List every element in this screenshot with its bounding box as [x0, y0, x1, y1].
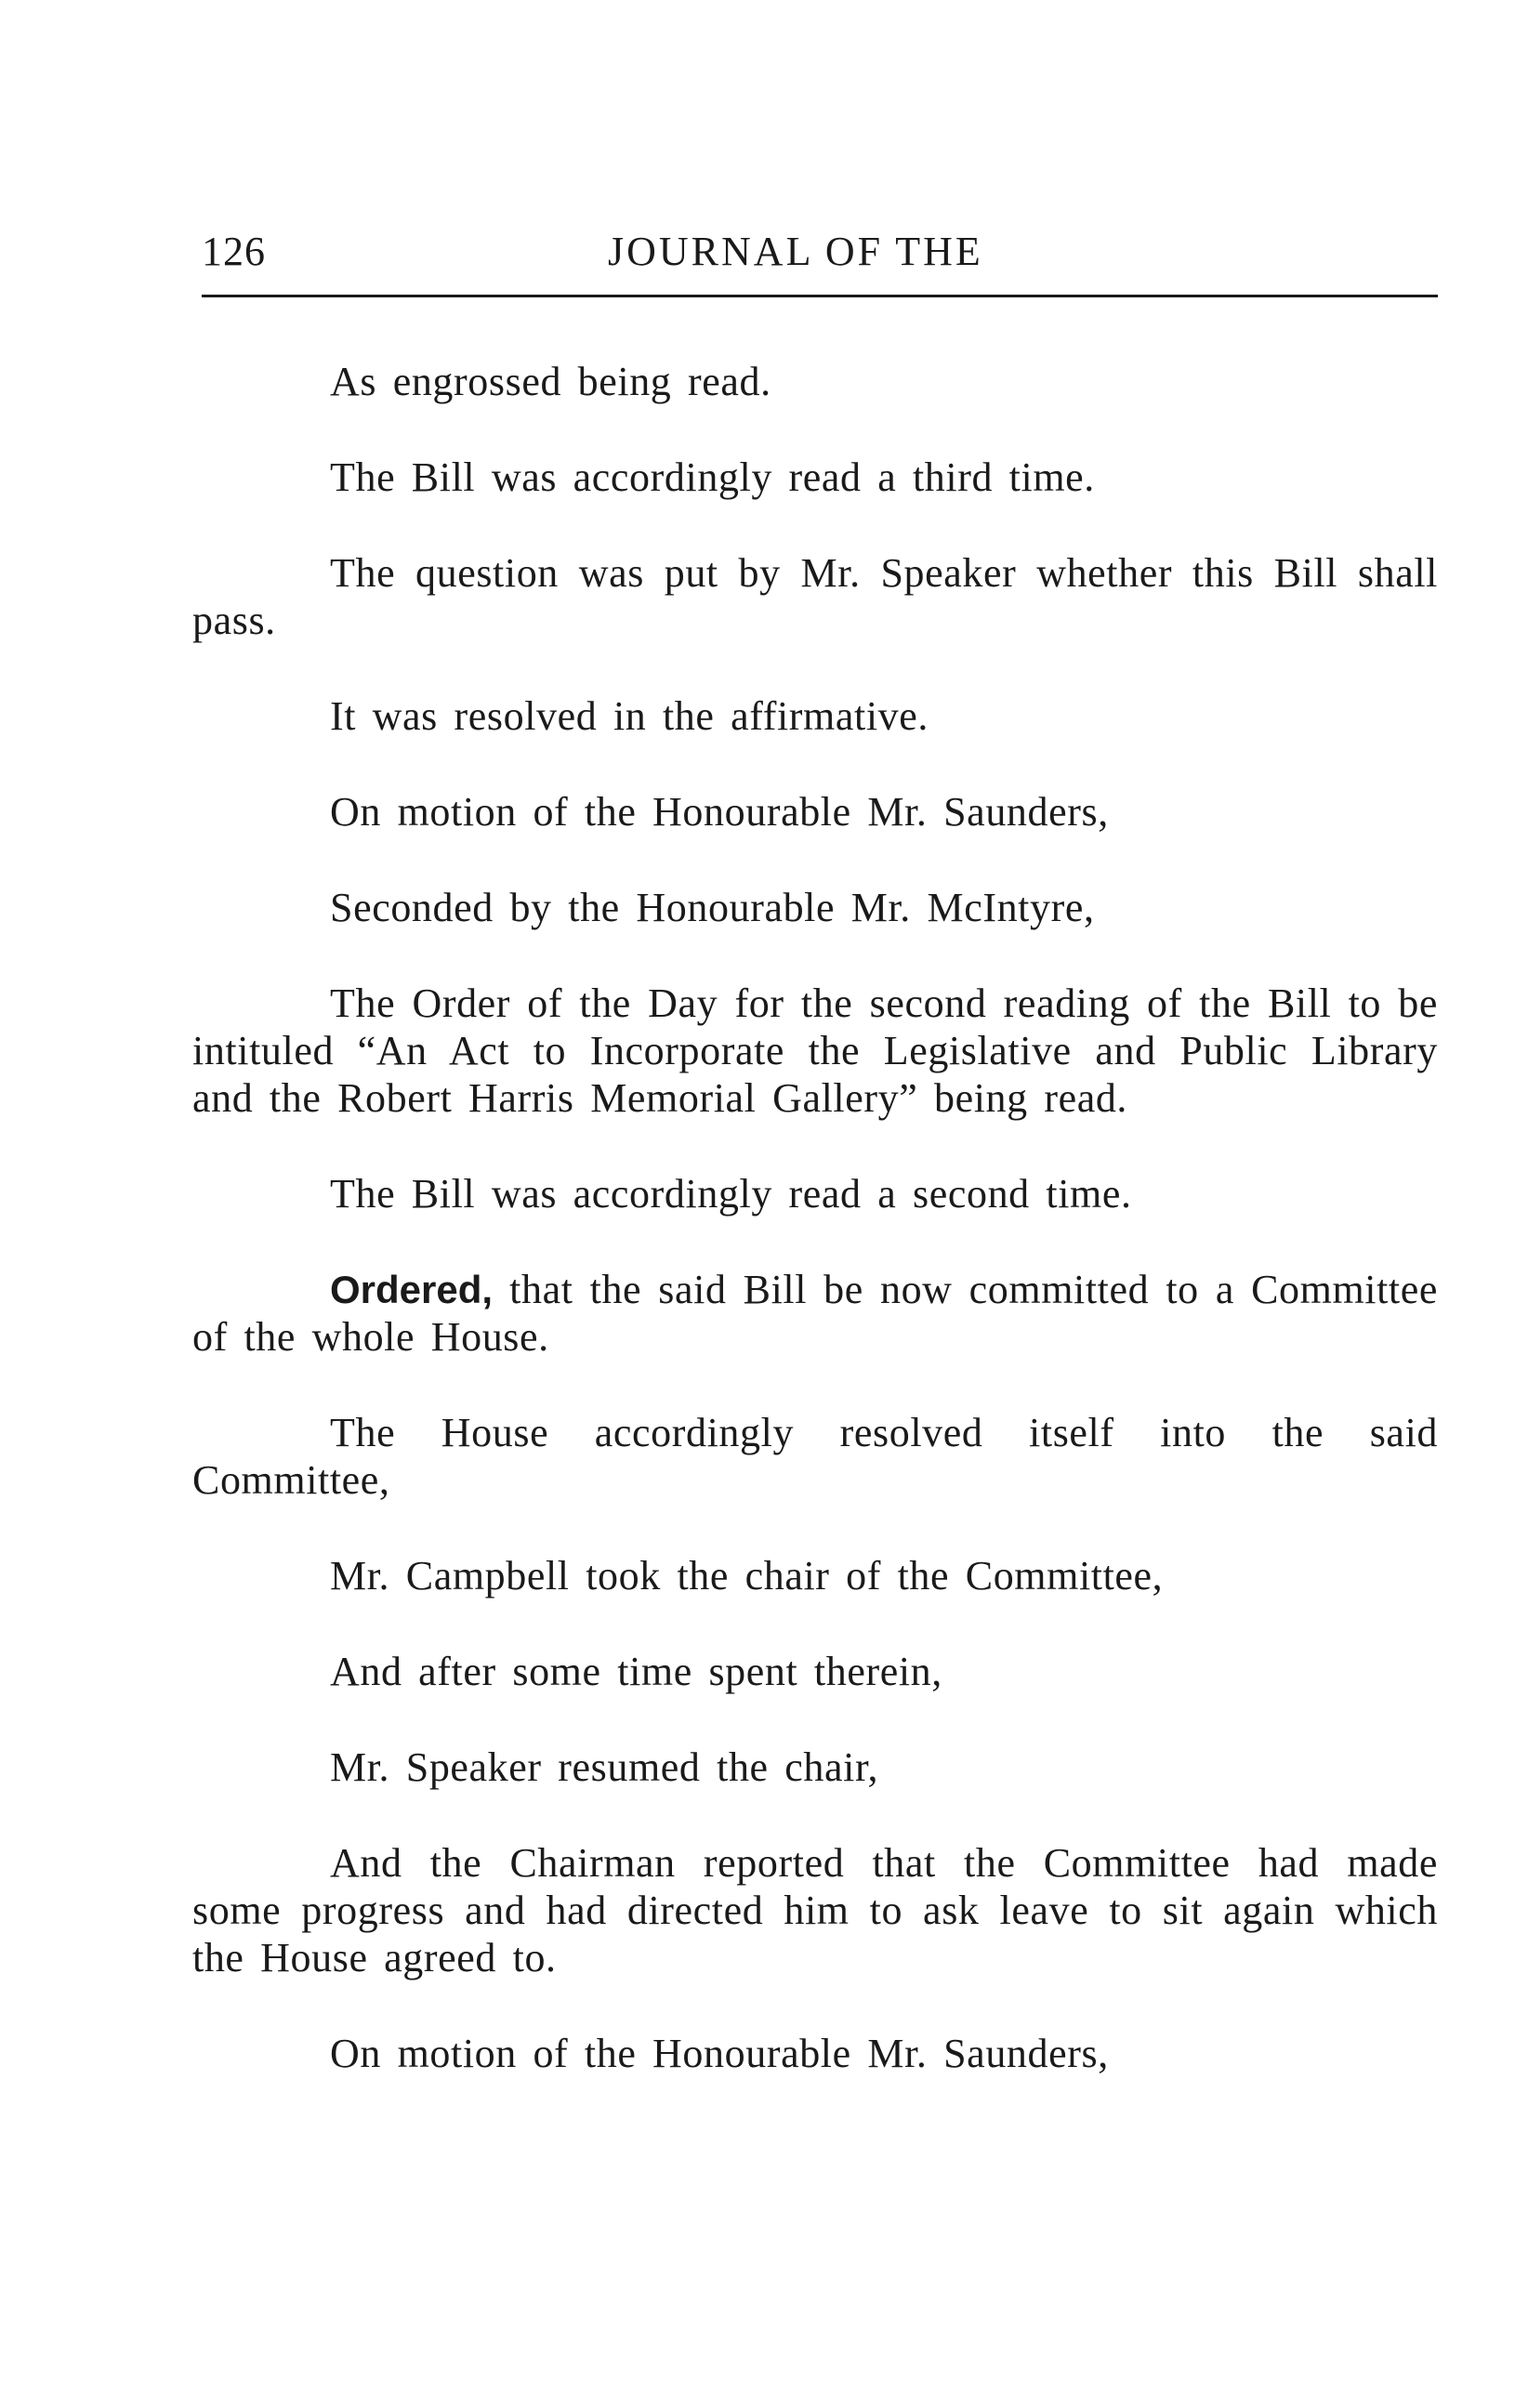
paragraph-chairman-reported: And the Chairman reported that the Committee had made some progress and had directed him to ask leave to sit again which the House agreed to.	[192, 1840, 1438, 1980]
paragraph-campbell-chair: Mr. Campbell took the chair of the Committee,	[330, 1553, 1164, 1599]
header-rule	[202, 295, 1438, 297]
paragraph-motion-saunders-2: On motion of the Honourable Mr. Saunders,	[330, 2031, 1109, 2076]
page-header	[202, 228, 1438, 293]
running-head: JOURNAL OF THE	[608, 229, 983, 274]
paragraph-time-spent: And after some time spent therein,	[330, 1649, 942, 1694]
ordered-text: that the said Bill be now committed to a Committee of the whole House.	[192, 1267, 1438, 1360]
page-number: 126	[202, 229, 266, 274]
paragraph-order-of-the-day: The Order of the Day for the second reading of the Bill to be intituled “An Act to Incorporate the Legislative and Public Library and the Robert Harris Memorial Gallery” being read.	[192, 980, 1438, 1121]
paragraph-house-resolved: The House accordingly resolved itself into the said Committee,	[192, 1410, 1438, 1503]
paragraph-engrossed-read: As engrossed being read.	[330, 359, 771, 404]
journal-body	[192, 358, 1438, 2125]
paragraph-speaker-resumed: Mr. Speaker resumed the chair,	[330, 1744, 879, 1790]
paragraph-motion-saunders: On motion of the Honourable Mr. Saunders,	[330, 789, 1109, 835]
paragraph-question-put: The question was put by Mr. Speaker whether this Bill shall pass.	[192, 550, 1438, 643]
paragraph-resolved-affirmative: It was resolved in the affirmative.	[330, 693, 929, 739]
paragraph-seconded-mcintyre: Seconded by the Honourable Mr. McIntyre,	[330, 885, 1095, 930]
paragraph-second-reading: The Bill was accordingly read a second time.	[330, 1171, 1132, 1217]
paragraph-ordered-committed	[192, 1266, 1438, 1361]
ordered-lead: Ordered,	[330, 1268, 494, 1311]
paragraph-third-reading: The Bill was accordingly read a third time.	[330, 454, 1095, 500]
